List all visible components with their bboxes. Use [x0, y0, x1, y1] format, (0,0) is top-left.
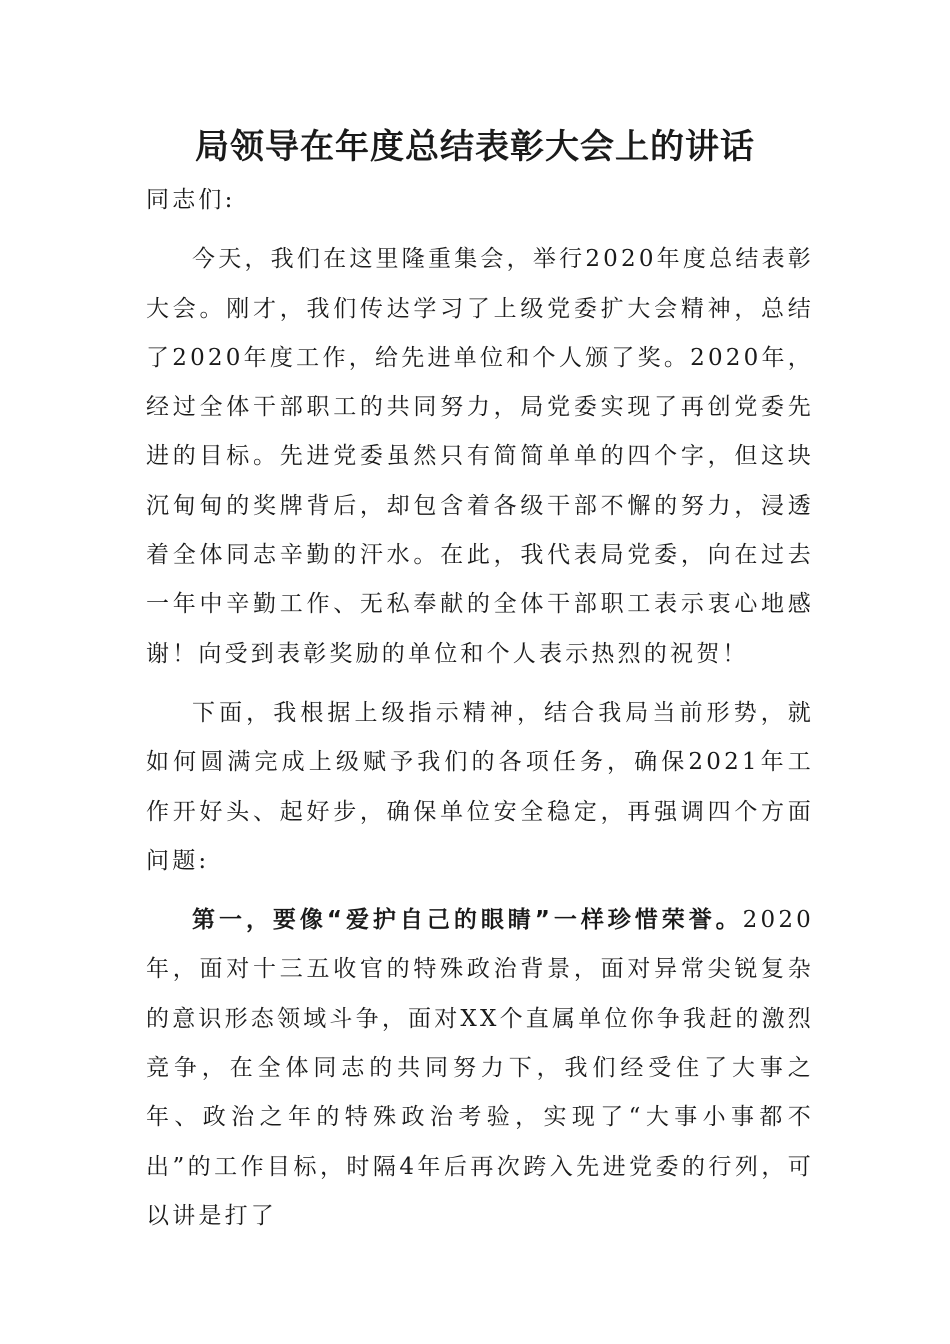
- point-one-heading: 第一，要像“爱护自己的眼睛”一样珍惜荣誉。: [192, 907, 743, 934]
- document-body: [146, 176, 814, 1241]
- point-one-text: 2020年，面对十三五收官的特殊政治背景，面对异常尖锐复杂的意识形态领域斗争，面对XX个直属单位你争我赶的激烈竞争，在全体同志的共同努力下，我们经受住了大事之年、政治之年的特殊政治考验，实现了“大事小事都不出”的工作目标，时隔4年后再次跨入先进党委的行列，可以讲是打了: [146, 907, 814, 1229]
- paragraph-point-one: [146, 896, 814, 1241]
- salutation: 同志们:: [146, 187, 236, 213]
- document-title: 局领导在年度总结表彰大会上的讲话: [195, 127, 755, 167]
- paragraph-intro: 下面，我根据上级指示精神，结合我局当前形势，就如何圆满完成上级赋予我们的各项任务，确保2021年工作开好头、起好步，确保单位安全稳定，再强调四个方面问题:: [146, 699, 814, 874]
- paragraph-opening: 今天，我们在这里隆重集会，举行2020年度总结表彰大会。刚才，我们传达学习了上级党委扩大会精神，总结了2020年度工作，给先进单位和个人颁了奖。2020年，经过全体干部职工的共同努力，局党委实现了再创党委先进的目标。先进党委虽然只有简简单单的四个字，但这块沉甸甸的奖牌背后，却包含着各级干部不懈的努力，浸透着全体同志辛勤的汗水。在此，我代表局党委，向在过去一年中辛勤工作、无私奉献的全体干部职工表示衷心地感谢！向受到表彰奖励的单位和个人表示热烈的祝贺！: [146, 246, 814, 667]
